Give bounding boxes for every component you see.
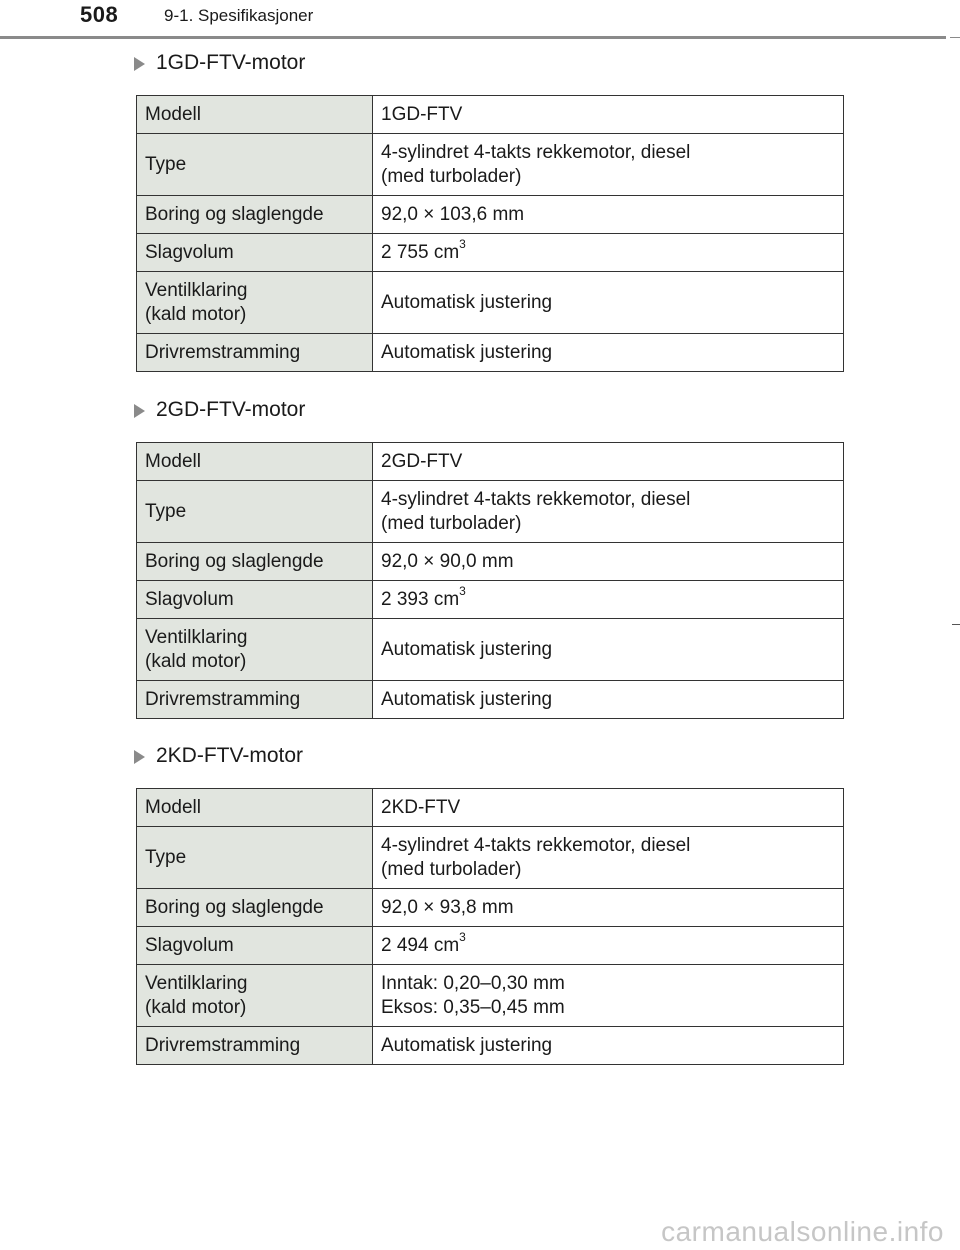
value-line-1: 4-sylindret 4-takts rekkemotor, diesel [381,141,691,163]
value-line-1: 4-sylindret 4-takts rekkemotor, diesel [381,488,691,510]
unit-exponent: 3 [459,584,466,599]
label-line-1: Ventilklaring [145,626,248,648]
table-row [137,681,844,719]
table-row [137,889,844,927]
row-label [137,619,373,681]
row-label [137,272,373,334]
table-row [137,481,844,543]
value-line-1: Inntak: 0,20–0,30 mm [381,972,565,994]
value-line-2: (med turbolader) [381,165,522,187]
row-label: Slagvolum [137,234,373,272]
row-label: Type [137,134,373,196]
spec-table [136,788,844,1065]
table-row [137,443,844,481]
row-label: Drivremstramming [137,1027,373,1065]
margin-tick [952,624,960,625]
row-value: 2GD-FTV [373,443,844,481]
watermark: carmanualsonline.info [661,1216,944,1247]
table-row [137,543,844,581]
section-title: 9-1. Spesifikasjoner [164,6,314,25]
page-header [0,0,960,40]
row-label [137,965,373,1027]
row-label: Boring og slaglengde [137,196,373,234]
block-heading [134,740,844,772]
row-label: Boring og slaglengde [137,543,373,581]
row-value: Automatisk justering [373,681,844,719]
table-row [137,789,844,827]
label-line-2: (kald motor) [145,996,247,1018]
row-label: Slagvolum [137,927,373,965]
row-value: Automatisk justering [373,1027,844,1065]
label-line-2: (kald motor) [145,303,247,325]
table-row [137,581,844,619]
header-rule [0,36,946,39]
engine-block-2kd [134,740,844,1065]
value-line-2: (med turbolader) [381,512,522,534]
engine-block-1gd [134,47,844,372]
row-value [373,481,844,543]
arrow-right-icon [134,404,145,418]
spec-table [136,442,844,719]
row-value: 2KD-FTV [373,789,844,827]
block-heading-text: 2KD-FTV-motor [156,744,304,767]
table-row [137,965,844,1027]
table-row [137,134,844,196]
row-value [373,234,844,272]
row-label: Modell [137,443,373,481]
table-row [137,234,844,272]
label-line-2: (kald motor) [145,650,247,672]
table-row [137,96,844,134]
row-label: Boring og slaglengde [137,889,373,927]
table-row [137,827,844,889]
row-value: Automatisk justering [373,272,844,334]
row-value [373,965,844,1027]
value-line-2: Eksos: 0,35–0,45 mm [381,996,565,1018]
table-row [137,196,844,234]
row-label: Drivremstramming [137,681,373,719]
spec-table [136,95,844,372]
row-value [373,581,844,619]
row-label: Modell [137,789,373,827]
row-value [373,927,844,965]
label-line-1: Ventilklaring [145,972,248,994]
table-row [137,927,844,965]
table-row [137,619,844,681]
page-number: 508 [80,2,119,27]
table-row [137,334,844,372]
block-heading [134,47,844,79]
row-label: Type [137,827,373,889]
row-label: Modell [137,96,373,134]
displacement-value: 2 393 cm [381,588,460,610]
displacement-value: 2 755 cm [381,241,460,263]
table-row [137,1027,844,1065]
row-label: Drivremstramming [137,334,373,372]
block-heading-text: 1GD-FTV-motor [156,51,306,74]
row-value: 92,0 × 93,8 mm [373,889,844,927]
displacement-value: 2 494 cm [381,934,460,956]
value-line-1: 4-sylindret 4-takts rekkemotor, diesel [381,834,691,856]
row-value: 92,0 × 103,6 mm [373,196,844,234]
unit-exponent: 3 [459,930,466,945]
row-value: 92,0 × 90,0 mm [373,543,844,581]
row-value: Automatisk justering [373,334,844,372]
row-value: 1GD-FTV [373,96,844,134]
row-label: Type [137,481,373,543]
value-line-2: (med turbolader) [381,858,522,880]
label-line-1: Ventilklaring [145,279,248,301]
engine-block-2gd [134,394,844,719]
block-heading [134,394,844,426]
header-rule-end [950,37,960,38]
unit-exponent: 3 [459,237,466,252]
table-row [137,272,844,334]
row-value: Automatisk justering [373,619,844,681]
row-label: Slagvolum [137,581,373,619]
arrow-right-icon [134,750,145,764]
block-heading-text: 2GD-FTV-motor [156,398,306,421]
row-value [373,134,844,196]
row-value [373,827,844,889]
arrow-right-icon [134,57,145,71]
